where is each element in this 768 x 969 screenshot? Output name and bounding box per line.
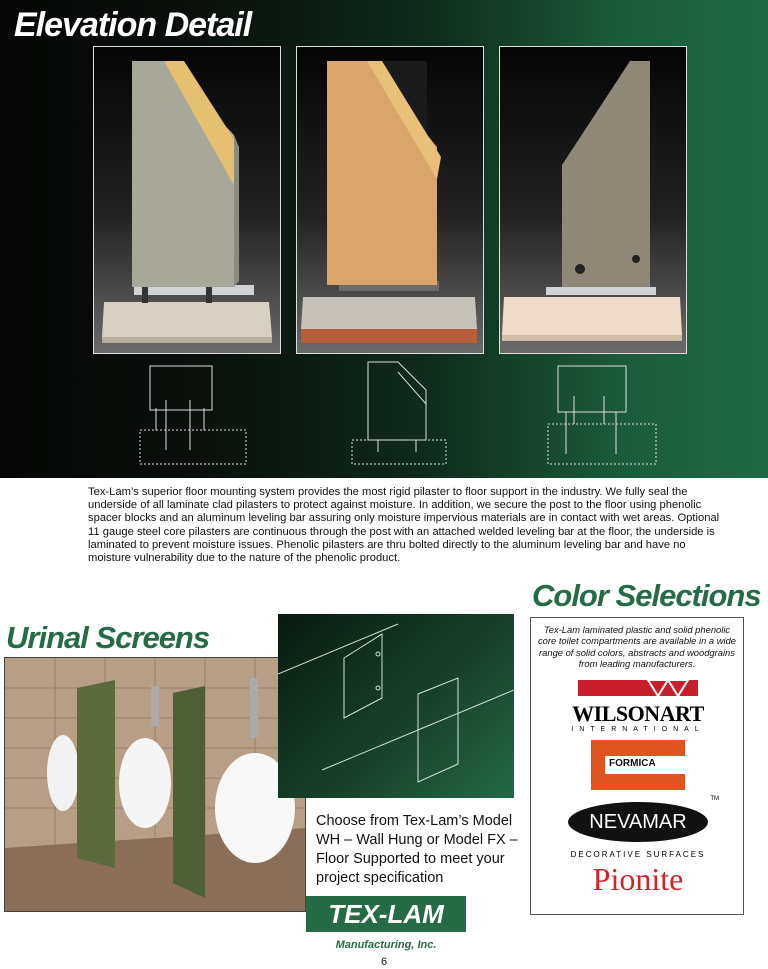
schematic-drawing-3 xyxy=(544,360,674,468)
formica-logo xyxy=(531,740,745,795)
formica-mark-icon xyxy=(591,740,685,790)
urinal-screens-heading: Urinal Screens xyxy=(6,620,210,655)
nevamar-name: NEVAMAR xyxy=(589,811,687,833)
schematic-3 xyxy=(544,360,674,468)
hero-section xyxy=(0,0,768,478)
pilaster-photo-3 xyxy=(499,46,687,354)
nevamar-tm: TM xyxy=(710,796,719,802)
nevamar-sub: DECORATIVE SURFACES xyxy=(570,850,706,859)
urinal-photo xyxy=(4,657,306,912)
color-selections-description: Tex-Lam laminated plastic and solid phenolic core toilet compartments are available in a wide range of solid colors, abstracts and woodgrains from leading manufacturers. xyxy=(537,624,736,670)
texlam-sub: Manufacturing, Inc. xyxy=(335,939,437,951)
page-number: 6 xyxy=(380,956,388,968)
color-selections-heading: Color Selections xyxy=(532,578,761,613)
texlam-name: TEX-LAM xyxy=(328,899,444,929)
pionite-name: Pionite xyxy=(592,861,684,897)
nevamar-logo xyxy=(531,796,745,861)
wilsonart-mark-icon xyxy=(578,678,698,698)
schematic-drawing-2 xyxy=(338,360,468,468)
pilaster-tan-image xyxy=(297,47,483,353)
schematic-drawing-1 xyxy=(138,360,268,468)
screen-diagram-drawing xyxy=(278,614,514,798)
screen-diagram xyxy=(278,614,514,798)
wilsonart-sub: INTERNATIONAL xyxy=(571,726,705,733)
texlam-logo xyxy=(306,896,466,954)
pilaster-photo-1 xyxy=(93,46,281,354)
urinal-image xyxy=(5,658,305,911)
wilsonart-logo xyxy=(531,678,745,735)
formica-name: FORMICA xyxy=(609,758,656,769)
pilaster-grey-image xyxy=(94,47,280,353)
pilaster-photo-2 xyxy=(296,46,484,354)
page-title: Elevation Detail xyxy=(14,6,252,44)
nevamar-mark-icon xyxy=(568,802,708,842)
urinal-choose-text: Choose from Tex-Lam’s Model WH – Wall Hung or Model FX – Floor Supported to meet your project specification xyxy=(316,813,518,886)
wilsonart-name: WILSONART xyxy=(572,701,704,726)
pionite-logo xyxy=(531,862,745,896)
pilaster-stone-image xyxy=(500,47,686,353)
texlam-mark-icon xyxy=(306,896,466,954)
body-paragraph: Tex-Lam’s superior floor mounting system provides the most rigid pilaster to floor support in the industry. We fully seal the underside of all laminate clad pilasters to protect against moisture. In addition, we secure the post to the floor using phenolic spacer blocks and an aluminum leveling bar assuring only moisture impervious materials are in contact with wet areas. Optional 11 gauge steel core pilasters are continuous through the post with an attached welded leveling bar at the floor, the underside is laminated to prevent moisture issues. Phenolic pilasters are thru bolted directly to the aluminum leveling bar and have no moisture vulnerability due to the nature of the phenolic product. xyxy=(88,486,720,565)
schematic-2 xyxy=(338,360,468,468)
color-selections-box xyxy=(530,617,744,915)
schematic-1 xyxy=(138,360,268,468)
